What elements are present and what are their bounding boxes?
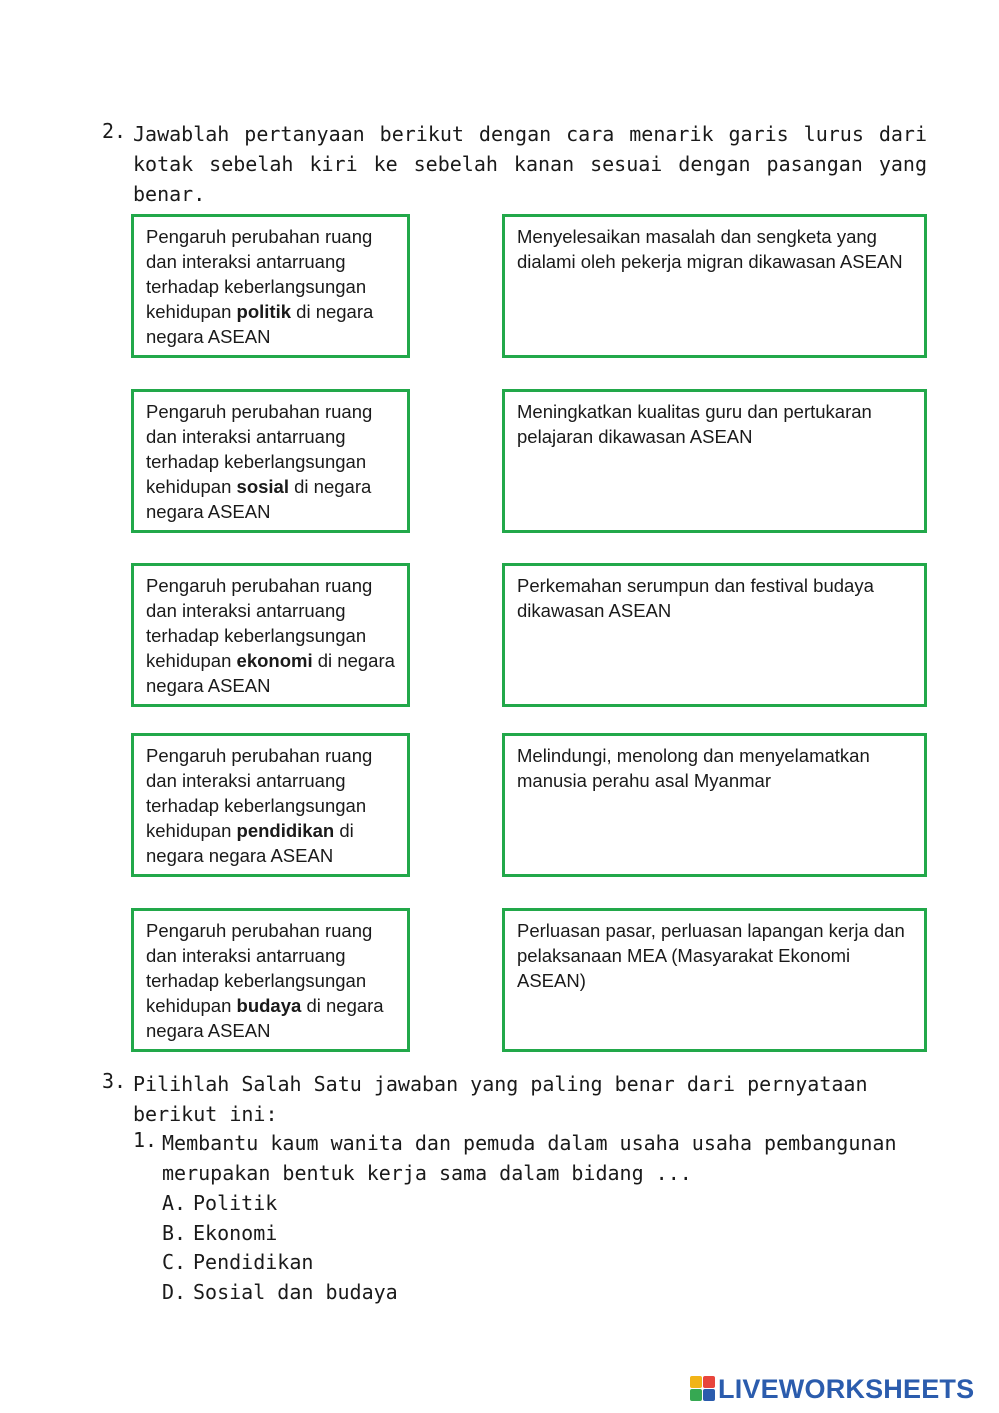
left-box-pendidikan[interactable] — [131, 733, 410, 877]
option-letter: C. — [162, 1250, 187, 1274]
sub-question-text: Membantu kaum wanita dan pemuda dalam usaha usaha pembangunan merupakan bentuk kerja sama dalam bidang ... — [162, 1131, 897, 1185]
liveworksheets-logo-icon — [690, 1376, 716, 1402]
question-3-instruction: Pilihlah Salah Satu jawaban yang paling benar dari pernyataan berikut ini: — [133, 1072, 868, 1126]
left-box-suffix: di negara negara ASEAN — [146, 476, 372, 522]
left-box-suffix: di negara negara ASEAN — [146, 995, 384, 1041]
option-c[interactable] — [162, 1247, 313, 1277]
option-letter: B. — [162, 1221, 187, 1245]
option-text: Sosial dan budaya — [193, 1280, 398, 1304]
right-box-1[interactable] — [502, 214, 927, 358]
option-letter: D. — [162, 1280, 187, 1304]
left-box-ekonomi[interactable] — [131, 563, 410, 707]
right-box-text: Melindungi, menolong dan menyelamatkan manusia perahu asal Myanmar — [517, 745, 870, 791]
question-2-number: 2. — [102, 119, 127, 143]
option-a[interactable] — [162, 1188, 277, 1218]
liveworksheets-brand — [690, 1374, 974, 1404]
left-box-prefix: Pengaruh perubahan ruang dan interaksi antarruang terhadap keberlangsungan kehidupan — [146, 575, 373, 671]
left-box-prefix: Pengaruh perubahan ruang dan interaksi antarruang terhadap keberlangsungan kehidupan — [146, 226, 373, 322]
sub-question-number: 1. — [133, 1128, 158, 1152]
left-box-budaya[interactable] — [131, 908, 410, 1052]
left-box-politik[interactable] — [131, 214, 410, 358]
brand-name: LIVEWORKSHEETS — [718, 1373, 975, 1404]
left-box-prefix: Pengaruh perubahan ruang dan interaksi antarruang terhadap keberlangsungan kehidupan — [146, 920, 373, 1016]
option-letter: A. — [162, 1191, 187, 1215]
right-box-text: Perluasan pasar, perluasan lapangan kerja dan pelaksanaan MEA (Masyarakat Ekonomi ASEAN) — [517, 920, 905, 991]
left-box-keyword: ekonomi — [236, 650, 313, 671]
left-box-prefix: Pengaruh perubahan ruang dan interaksi antarruang terhadap keberlangsungan kehidupan — [146, 401, 373, 497]
right-box-text: Perkemahan serumpun dan festival budaya dikawasan ASEAN — [517, 575, 874, 621]
right-box-text: Meningkatkan kualitas guru dan pertukaran pelajaran dikawasan ASEAN — [517, 401, 872, 447]
right-box-text: Menyelesaikan masalah dan sengketa yang dialami oleh pekerja migran dikawasan ASEAN — [517, 226, 903, 272]
option-d[interactable] — [162, 1277, 398, 1307]
right-box-5[interactable] — [502, 908, 927, 1052]
left-box-suffix: di negara negara ASEAN — [146, 820, 354, 866]
right-box-3[interactable] — [502, 563, 927, 707]
left-box-prefix: Pengaruh perubahan ruang dan interaksi antarruang terhadap keberlangsungan kehidupan — [146, 745, 373, 841]
option-text: Ekonomi — [193, 1221, 278, 1245]
option-text: Pendidikan — [193, 1250, 314, 1274]
right-box-2[interactable] — [502, 389, 927, 533]
left-box-suffix: di negara negara ASEAN — [146, 650, 395, 696]
question-2-instruction: Jawablah pertanyaan berikut dengan cara menarik garis lurus dari kotak sebelah kiri ke sebelah kanan sesuai dengan pasangan yang benar. — [133, 122, 927, 206]
left-box-suffix: di negara negara ASEAN — [146, 301, 374, 347]
left-box-sosial[interactable] — [131, 389, 410, 533]
question-3-number: 3. — [102, 1069, 127, 1093]
option-text: Politik — [193, 1191, 278, 1215]
left-box-keyword: sosial — [236, 476, 289, 497]
left-box-keyword: budaya — [236, 995, 302, 1016]
left-box-keyword: politik — [236, 301, 292, 322]
left-box-keyword: pendidikan — [236, 820, 335, 841]
option-b[interactable] — [162, 1218, 277, 1248]
right-box-4[interactable] — [502, 733, 927, 877]
